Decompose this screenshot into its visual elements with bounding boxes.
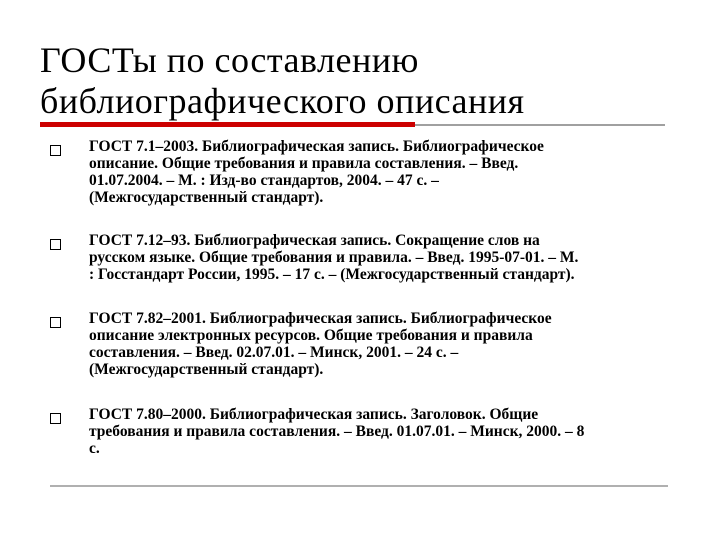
list-item-line: русском языке. Общие требования и правила. – Введ. 1995-07-01. – М. [89,249,579,266]
list-item-line: ГОСТ 7.12–93. Библиографическая запись. Сокращение слов на [89,232,540,249]
list-item-line: ГОСТ 7.82–2001. Библиографическая запись. Библиографическое [89,310,552,327]
title-accent-rule [40,122,415,127]
hollow-square-bullet-icon [50,317,61,328]
list-item-line: требования и правила составления. – Введ. 01.07.01. – Минск, 2000. – 8 [89,423,585,440]
list-item-line: описание. Общие требования и правила составления. – Введ. [89,155,519,172]
hollow-square-bullet-icon [50,239,61,250]
list-item-line: : Госстандарт России, 1995. – 17 с. – (Межгосударственный стандарт). [89,266,575,283]
list-item-text [89,310,679,378]
slide-title-line-1: ГОСТы по составлению [40,40,419,80]
list-item-line: (Межгосударственный стандарт). [89,361,324,378]
hollow-square-bullet-icon [50,145,61,156]
bottom-divider [50,485,668,487]
list-item-text [89,232,679,283]
list-item-line: с. [89,440,100,457]
list-item-line: 01.07.2004. – М. : Изд-во стандартов, 2004. – 47 с. – [89,172,439,189]
list-item-line: составления. – Введ. 02.07.01. – Минск, 2001. – 24 с. – [89,344,459,361]
title-secondary-rule [415,124,665,126]
list-item-line: (Межгосударственный стандарт). [89,189,324,206]
list-item-line: ГОСТ 7.1–2003. Библиографическая запись. Библиографическое [89,138,544,155]
list-item-line: описание электронных ресурсов. Общие требования и правила [89,327,533,344]
slide-title [40,40,680,122]
list-item-line: ГОСТ 7.80–2000. Библиографическая запись. Заголовок. Общие [89,406,539,423]
slide-title-line-2: библиографического описания [40,81,525,121]
list-item-text [89,406,679,457]
hollow-square-bullet-icon [50,413,61,424]
list-item-text [89,138,679,206]
